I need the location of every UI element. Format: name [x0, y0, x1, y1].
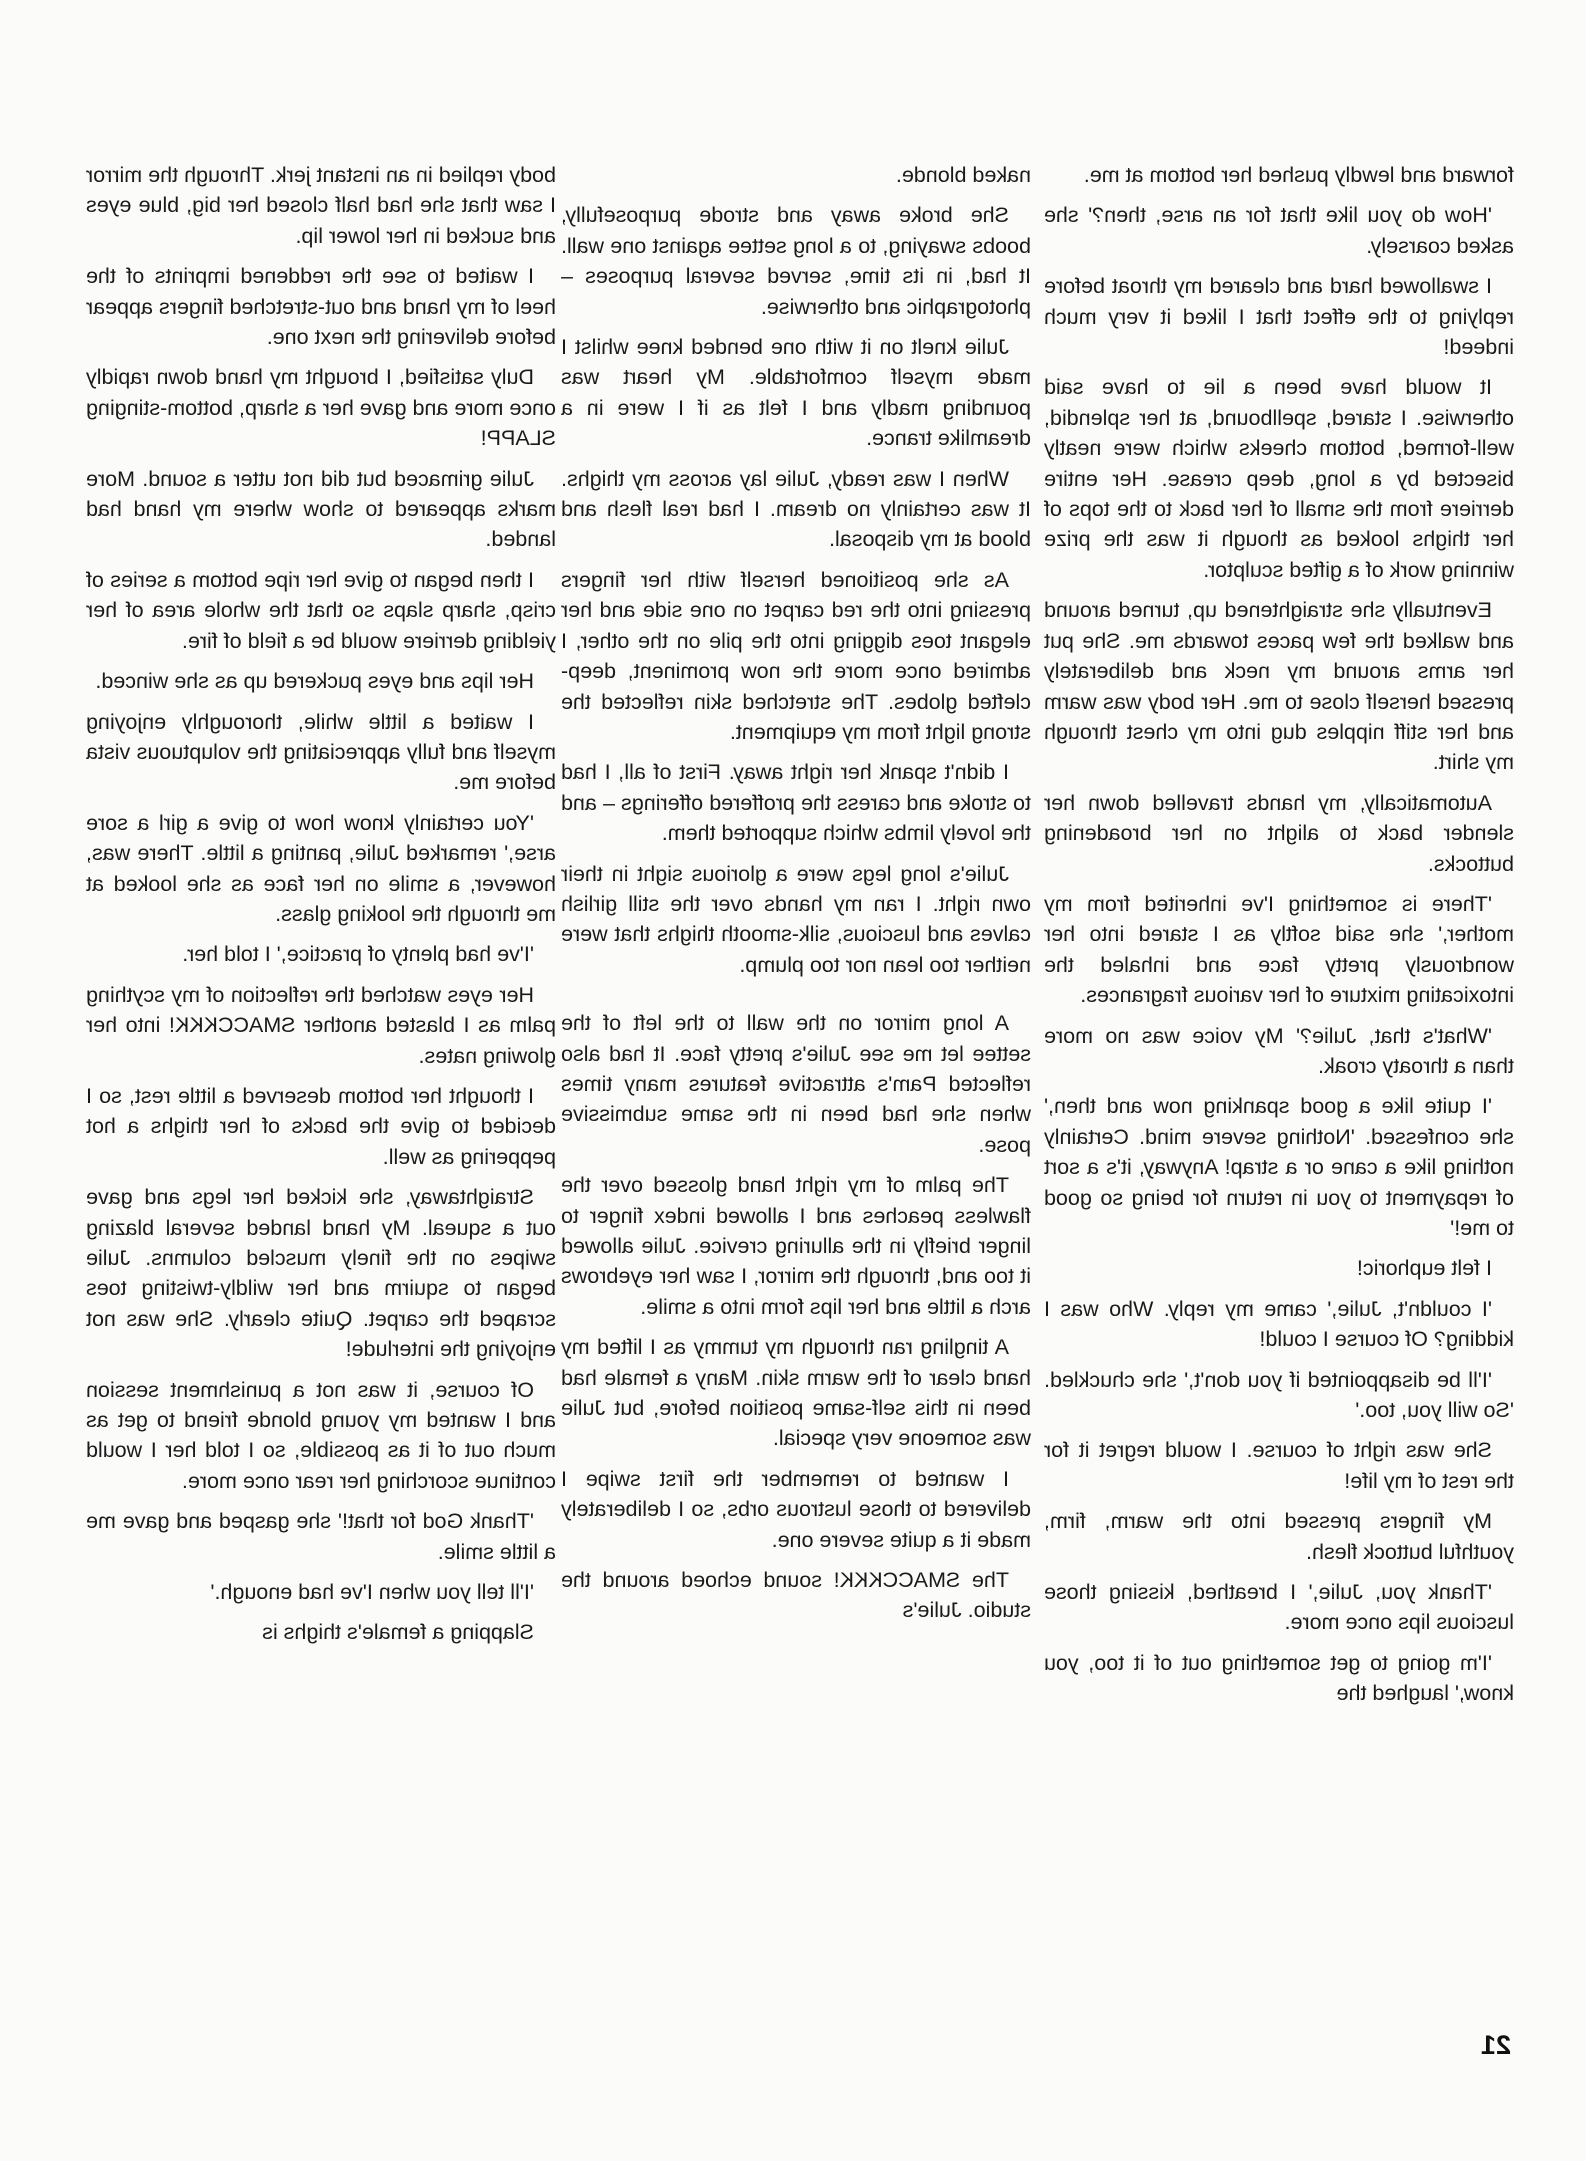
paragraph: Julie's long legs were a glorious sight in their own right. I ran my hands over the still girlish calves and luscious, silk-smooth thighs that were neither too lean nor too plump.: [561, 861, 1031, 977]
paragraph: Eventually she straightened up, turned around and walked the few paces towards me. She put her arms around my neck and deliberately pressed herself close to me. Her body was warm and her stiff nipples dug into my chest through my shirt.: [1044, 598, 1514, 775]
text-column-3: [86, 160, 556, 2080]
paragraph: I waited to see the reddened imprints of the heel of my hand and out-stretched fingers appear before delivering the next one.: [86, 264, 556, 350]
paragraph: 'I've had plenty of practice,' I told her.: [182, 942, 534, 967]
paragraph: She was right of course. I would regret it for the rest of my life!: [1044, 1438, 1514, 1493]
paragraph: Slapping a female's thighs is: [262, 1620, 534, 1645]
paragraph: The palm of my right hand glossed over the flawless peaches and I allowed index finger to linger briefly in the alluring crevice. Julie allowed it too and, through the mirror, I saw her eyebrows arch a little and her lips form into a smile.: [561, 1173, 1031, 1319]
paragraph: 'I couldn't, Julie,' came my reply. Who was I kidding? Of course I could!: [1044, 1296, 1514, 1352]
paragraph: 'You certainly know how to give a girl a sore arse,' remarked Julie, panting a little. There was, however, a smile on her face as she looked at me through the looking glass.: [86, 810, 556, 926]
paragraph: I waited a little while, thoroughly enjoying myself and fully appreciating the voluptuous vista before me.: [86, 709, 556, 795]
paragraph: A long mirror on the wall to the left of the settee let me see Julie's pretty face. It had also reflected Pam's attractive features many times when she had been in the same submissive pose.: [561, 1011, 1031, 1157]
paragraph: forward and lewdly pushed her bottom at me.: [1083, 163, 1514, 187]
paragraph: I didn't spank her right away. First of all, I had to stroke and caress the proffered offerings – and the lovely limbs which supported them.: [561, 760, 1031, 846]
paragraph: I wanted to remember the first swipe I delivered to those lustrous orbs, so I deliberately made it a quite severe one.: [561, 1466, 1031, 1552]
paragraph: I felt euphoric!: [1356, 1256, 1492, 1281]
paragraph: naked blonde.: [895, 163, 1031, 187]
paragraph: Duly satisfied, I brought my hand down rapidly once more and gave her a sharp, bottom-stinging SLAPP!: [86, 365, 556, 451]
paragraph: Of course, it was not a punishment session and I wanted my young blonde friend to get as much out of it as possible, so I told her I would continue scorching her rear once more.: [86, 1377, 556, 1493]
page-number: 21: [1480, 2030, 1511, 2060]
paragraph: 'I'll tell you when I've had enough.': [210, 1580, 534, 1605]
paragraph: 'There is something I've inherited from my mother,' she said softly as I stared into her wondrously pretty face and inhaled the intoxicating mixture of her various fragrances.: [1044, 891, 1514, 1008]
text-column-2: [561, 160, 1031, 2080]
paragraph: As she positioned herself with her fingers pressing into the red carpet on one side and her elegant toes digging into the pile on the other, I admired once more the now prominent, deep-clefted globes. The stretched skin reflected the strong light from my equipment.: [561, 567, 1031, 744]
paragraph: A tingling ran through my tummy as I lifted my hand clear of the warm skin. Many a female had been in this self-same position before, but Julie was someone very special.: [561, 1335, 1031, 1451]
paragraph: I thought her bottom deserved a little rest, so I decided to give the backs of her thighs a hot peppering as well.: [86, 1083, 556, 1169]
paragraph: When I was ready, Julie lay across my thighs. It was certainly no dream. I had real flesh and blood at my disposal.: [561, 466, 1031, 552]
paragraph: 'Thank you, Julie,' I breathed, kissing those luscious lips once more.: [1044, 1580, 1514, 1635]
paragraph: Julie knelt on it with one bended knee whilst I made myself comfortable. My heart was pounding madly and I felt as if I were in a dreamlike trance.: [561, 335, 1031, 451]
paragraph: 'I'm going to get something out of it too, you know,' laughed the: [1044, 1650, 1514, 1706]
paragraph: Julie grimaced but did not utter a sound. More marks appeared to show where my hand had landed.: [86, 466, 556, 552]
paragraph: Her eyes watched the reflection of my scything palm as I blasted another SMACCKKK! into her glowing nates.: [86, 982, 556, 1068]
paragraph: 'I quite like a good spanking now and then,' she confessed. 'Nothing severe mind. Certainly nothing like a cane or a strap! Anyway, it's a sort of repayment to you in return for being so good to me!': [1044, 1094, 1514, 1240]
paragraph: I then began to give her ripe bottom a series of crisp, sharp slaps so that the whole area of her yielding derriere would be a field of fire.: [86, 567, 556, 653]
paragraph: She broke away and strode purposefully, boobs swaying, to a long settee against one wall. It had, in its time, served several purposes – photographic and otherwise.: [561, 203, 1031, 319]
paragraph: Automatically, my hands travelled down her slender back to alight on her broadening buttocks.: [1044, 790, 1514, 876]
paragraph: Her lips and eyes puckered up as she winced.: [95, 669, 534, 694]
paragraph: I swallowed hard and cleared my throat before replying to the effect that I liked it very much indeed!: [1044, 274, 1514, 360]
paragraph: 'How do you like that for an arse, then?' she asked coarsely.: [1044, 203, 1514, 258]
paragraph: My fingers pressed into the warm, firm, youthful buttock flesh.: [1044, 1509, 1514, 1564]
paragraph: 'Thank God for that!' she gasped and gave me a little smile.: [86, 1509, 556, 1564]
text-column-1: [1044, 160, 1514, 2080]
paragraph: Straightaway, she kicked her legs and gave out a squeal. My hand landed several blazing swipes on the finely muscled columns. Julie began to squirm and her wildly-twisting toes scraped the carpet. Quite clearly. She was not enjoying the interlude!: [86, 1185, 556, 1362]
paragraph: It would have been a lie to have said otherwise. I stared, spellbound, at her splendid, well-formed, bottom cheeks which were neatly bisected by a long, deep crease. Her entire derriere from the small of her back to the tops of her thighs looked as though it was the prize winning work of a gifted sculptor.: [1044, 375, 1514, 582]
paragraph: body replied in an instant jerk. Through the mirror I saw that she had half closed her big, blue eyes and sucked in her lower lip.: [86, 163, 556, 248]
paragraph: 'I'll be disappointed if you don't,' she chuckled. 'So will you, too.': [1044, 1367, 1514, 1423]
paragraph: The SMACCKKK! sound echoed around the studio. Julie's: [561, 1568, 1031, 1623]
paragraph: 'What's that, Julie?' My voice was no more than a throaty croak.: [1044, 1023, 1514, 1078]
